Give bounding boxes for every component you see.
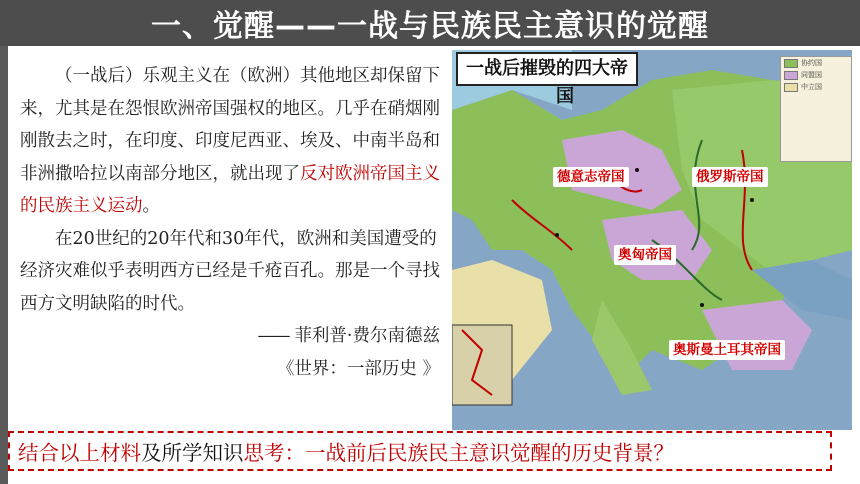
quote-p1-highlight: 反对欧洲帝国主义的民族主义运动: [20, 163, 440, 216]
title-bar: [0, 0, 860, 46]
label-austro-hungarian-empire: 奥匈帝国: [614, 245, 676, 265]
quote-book: 《世界：一部历史 》: [276, 358, 440, 379]
map-title-continuation: 国: [556, 86, 574, 107]
quote-paragraph-2: 在20世纪的20年代和30年代，欧洲和美国遭受的经济灾难似乎表明西方已经是千疮百孔。那是一个寻找西方文明缺陷的时代。: [20, 228, 440, 314]
label-german-empire: 德意志帝国: [553, 167, 629, 187]
legend-swatch: [784, 71, 798, 80]
quote-p1-text: （一战后）乐观主义在（欧洲）其他地区却保留下来，尤其是在怨恨欧洲帝国强权的地区。几乎在硝烟刚刚散去之时，在印度、印度尼西亚、埃及、中南半岛和非洲撒哈拉以南部分地区，就出现了: [20, 66, 440, 184]
quote-paragraph-1: [20, 60, 440, 223]
legend-label: 协约国: [801, 59, 822, 67]
left-accent-bar: [0, 46, 8, 484]
page-title: 一、觉醒——一战与民族民主意识的觉醒: [151, 9, 709, 44]
legend-entry-entente: [781, 57, 851, 69]
quote-attribution: [20, 320, 440, 353]
legend-entry-neutral: [781, 81, 851, 93]
map-title: 一战后摧毁的四大帝: [456, 52, 638, 86]
map-legend: [780, 56, 852, 162]
label-ottoman-empire: 奥斯曼土耳其帝国: [669, 340, 785, 360]
legend-entry-central: [781, 69, 851, 81]
quote-p1-end: 。: [142, 196, 160, 216]
question-part-2: 及所学知识: [141, 441, 244, 465]
legend-swatch: [784, 83, 798, 92]
question-part-1: 结合以上材料: [18, 441, 141, 465]
legend-swatch: [784, 59, 798, 68]
question-part-3: 思考：一战前后民族民主意识觉醒的历史背景？: [243, 441, 674, 465]
quote-author: 菲利普·费尔南德兹: [294, 326, 440, 346]
attribution-dash: ——: [257, 326, 289, 346]
legend-label: 同盟国: [801, 71, 822, 79]
legend-label: 中立国: [801, 83, 822, 91]
quote-block: [20, 60, 440, 385]
discussion-question: [8, 431, 832, 471]
label-russian-empire: 俄罗斯帝国: [692, 167, 768, 187]
